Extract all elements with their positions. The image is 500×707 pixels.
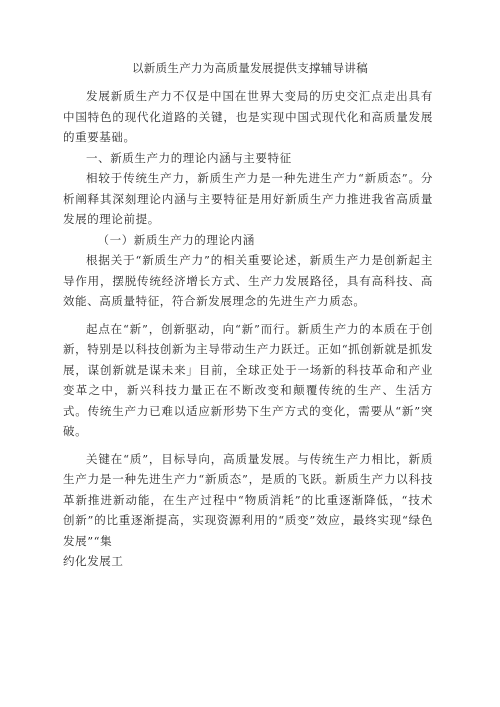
paragraph-section-1-intro: 相较于传统生产力，新质生产力是一种先进生产力“新质态”。分析阐释其深刻理论内涵与主要特征是用好新质生产力推进我省高质量发展的理论前提。 — [63, 171, 433, 226]
paragraph-intro: 发展新质生产力不仅是中国在世界大变局的历史交汇点走出具有中国特色的现代化道路的关键，也是实现中国式现代化和高质量发展的重要基础。 — [63, 89, 433, 144]
paragraph-theory-definition: 根据关于“新质生产力”的相关重要论述，新质生产力是创新起主导作用，摆脱传统经济增长方式、生产力发展路径，具有高科技、高效能、高质量特征，符合新发展理念的先进生产力质态。 — [63, 253, 433, 308]
paragraph-innovation: 起点在“新”，创新驱动，向“新”而行。新质生产力的本质在于创新，特别是以科技创新为主导带动生产力跃迁。正如“抓创新就是抓发展，谋创新就是谋未来」目前，全球正处于一场新的科技革命和产业变革之中，新兴科技力量正在不断改变和颠覆传统的生产、生活方式。传统生产力已难以适应新形势下生产方式的变化，需要从“新”突破。 — [63, 321, 433, 438]
paragraph-quality: 关键在“质”，目标导向，高质量发展。与传统生产力相比，新质生产力是一种先进生产力“新质态”，是质的飞跃。新质生产力以科技革新推进新动能，在生产过程中“物质消耗”的比重逐渐降低，“技术创新”的比重逐渐提高，实现资源利用的“质变”效应，最终实现“绿色发展”“集 — [63, 451, 433, 548]
document-title: 以新质生产力为高质量发展提供支撑辅导讲稿 — [132, 61, 368, 75]
paragraph-continuation: 约化发展工 — [63, 554, 124, 568]
subsection-heading-1: （一）新质生产力的理论内涵 — [97, 232, 255, 247]
section-heading-1: 一、新质生产力的理论内涵与主要特征 — [86, 150, 292, 165]
document-body — [63, 86, 433, 572]
